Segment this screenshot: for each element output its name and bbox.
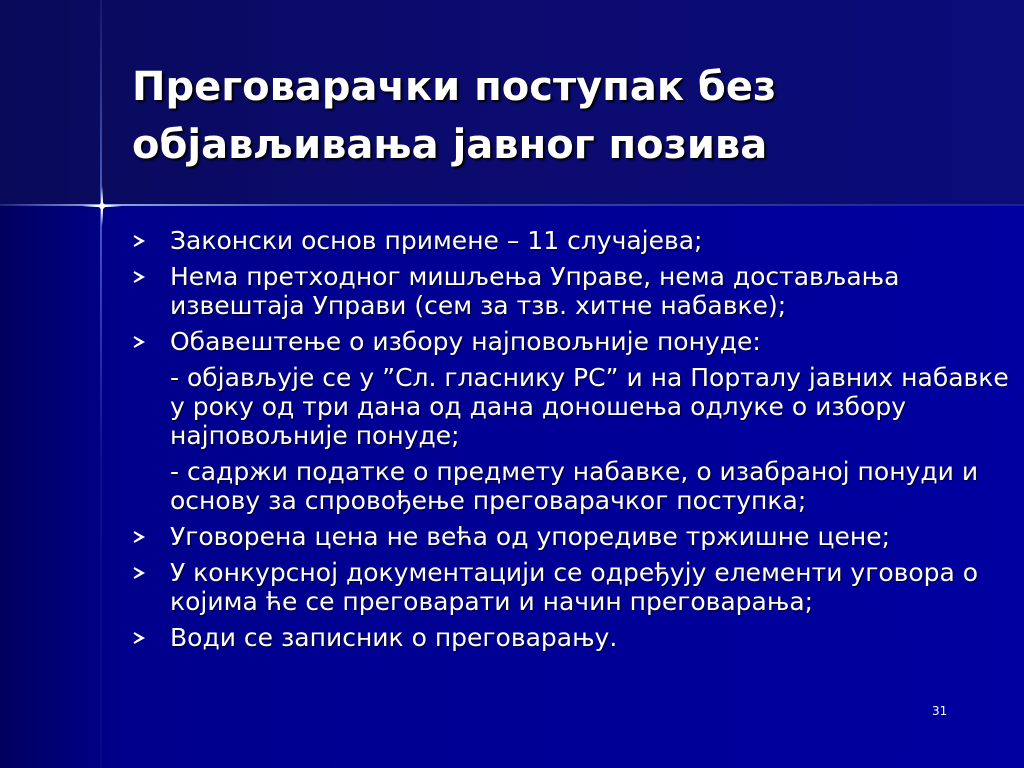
list-subitem-text: - објављује се у ”Сл. гласнику РС” и на Порталу јавних набавке у року од три дана од дана доношења одлуке о избору најповољније понуде; [170, 363, 1009, 450]
list-item [130, 558, 1010, 616]
slide-title-line-2: објављивања јавног позива [132, 122, 768, 168]
list-item-text: Уговорена цена не већа од упоредиве тржишне цене; [170, 522, 891, 551]
chevron-right-icon [132, 270, 146, 284]
slide-title [132, 58, 992, 174]
horizontal-accent-line [0, 204, 1024, 206]
chevron-right-icon [132, 335, 146, 349]
list-item [130, 226, 1010, 255]
list-item-text: Обавештење о избору најповољније понуде: [170, 327, 761, 356]
chevron-right-icon [132, 530, 146, 544]
list-subitem [130, 363, 1010, 450]
list-item-text: Законски основ примене – 11 случајева; [170, 226, 703, 255]
slide-title-line-1: Преговарачки поступак без [132, 64, 777, 110]
sparkle-star-icon [82, 186, 122, 226]
bullet-list [130, 226, 1010, 659]
list-item [130, 522, 1010, 551]
list-subitem [130, 457, 1010, 515]
list-item [130, 262, 1010, 320]
list-item-text: Нема претходног мишљења Управе, нема достављања извештаја Управи (сем за тзв. хитне набавке); [170, 262, 900, 320]
list-item [130, 327, 1010, 356]
chevron-right-icon [132, 631, 146, 645]
list-item-text: Води се записник о преговарању. [170, 623, 618, 652]
list-subitem-text: - садржи податке о предмету набавке, о изабраној понуди и основу за спровођење преговарачког поступка; [170, 457, 979, 515]
chevron-right-icon [132, 566, 146, 580]
list-item-text: У конкурсној документацији се одређују елементи уговора о којима ће се преговарати и начин преговарања; [170, 558, 979, 616]
page-number: 31 [932, 704, 948, 718]
list-item [130, 623, 1010, 652]
vertical-accent-line [100, 0, 102, 768]
chevron-right-icon [132, 234, 146, 248]
